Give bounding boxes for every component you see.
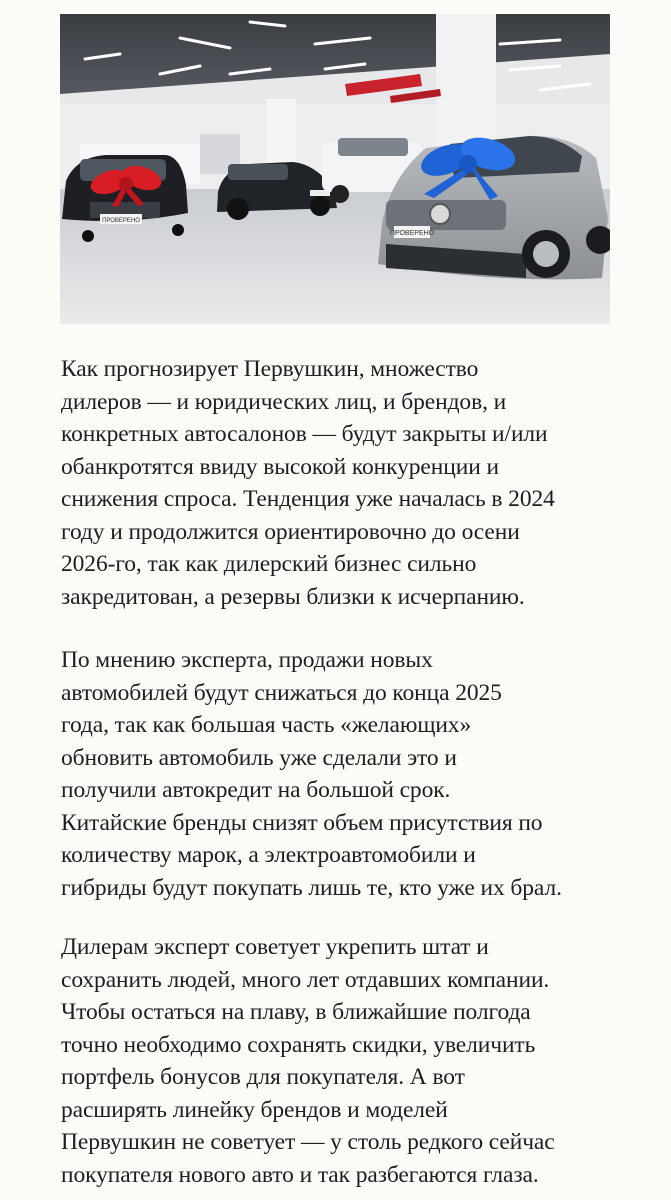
text-line: снижения спроса. Тенденция уже началась в 2024 [61,486,555,512]
text-line: года, так как большая часть «желающих» [61,712,472,738]
text-line: Как прогнозирует Первушкин, множество [61,356,479,382]
paragraph-2 [61,644,621,904]
text-line: обновить автомобиль уже сделали это и [61,744,457,771]
text-line: закредитован, а резервы близки к исчерпанию. [61,583,525,610]
text-line: Дилерам эксперт советует укрепить штат и [61,934,489,960]
plate-text-right: ПРОВЕРЕНО [389,230,435,237]
plate-text-left: ПРОВЕРЕНО [102,218,140,224]
text-line: сохранить людей, много лет отдавших компании. [61,966,550,993]
text-line: точно необходимо сохранять скидки, увеличить [61,1031,536,1058]
text-line: автомобилей будут снижаться до конца 2025 [61,679,502,706]
text-line: 2026-го, так как дилерский бизнес сильно [61,551,477,577]
text-line: году и продолжится ориентировочно до осени [61,518,520,545]
text-line: расширять линейку брендов и моделей [61,1096,448,1123]
text-line: гибриды будут покупать лишь те, кто уже их брал. [61,874,562,901]
text-line: портфель бонусов для покупателя. А вот [61,1064,465,1090]
dealership-photo [60,14,610,324]
text-line: количеству марок, а электроавтомобили и [61,842,476,868]
text-line: дилеров — и юридических лиц, и брендов, и [61,388,507,415]
text-line: покупателя нового авто и так разбегаются глаза. [61,1161,539,1188]
text-line: Чтобы остаться на плаву, в ближайшие полгода [61,999,531,1025]
text-line: По мнению эксперта, продажи новых [61,647,433,673]
text-line: Китайские бренды снизят объем присутствия по [61,809,543,836]
paragraph-3 [61,931,621,1191]
text-line: получили автокредит на большой срок. [61,777,451,803]
text-line: Первушкин не советует — у столь редкого сейчас [61,1129,555,1155]
text-line: конкретных автосалонов — будут закрыты и/или [61,421,548,447]
paragraph-1 [61,353,621,613]
text-line: обанкротятся ввиду высокой конкуренции и [61,453,499,480]
